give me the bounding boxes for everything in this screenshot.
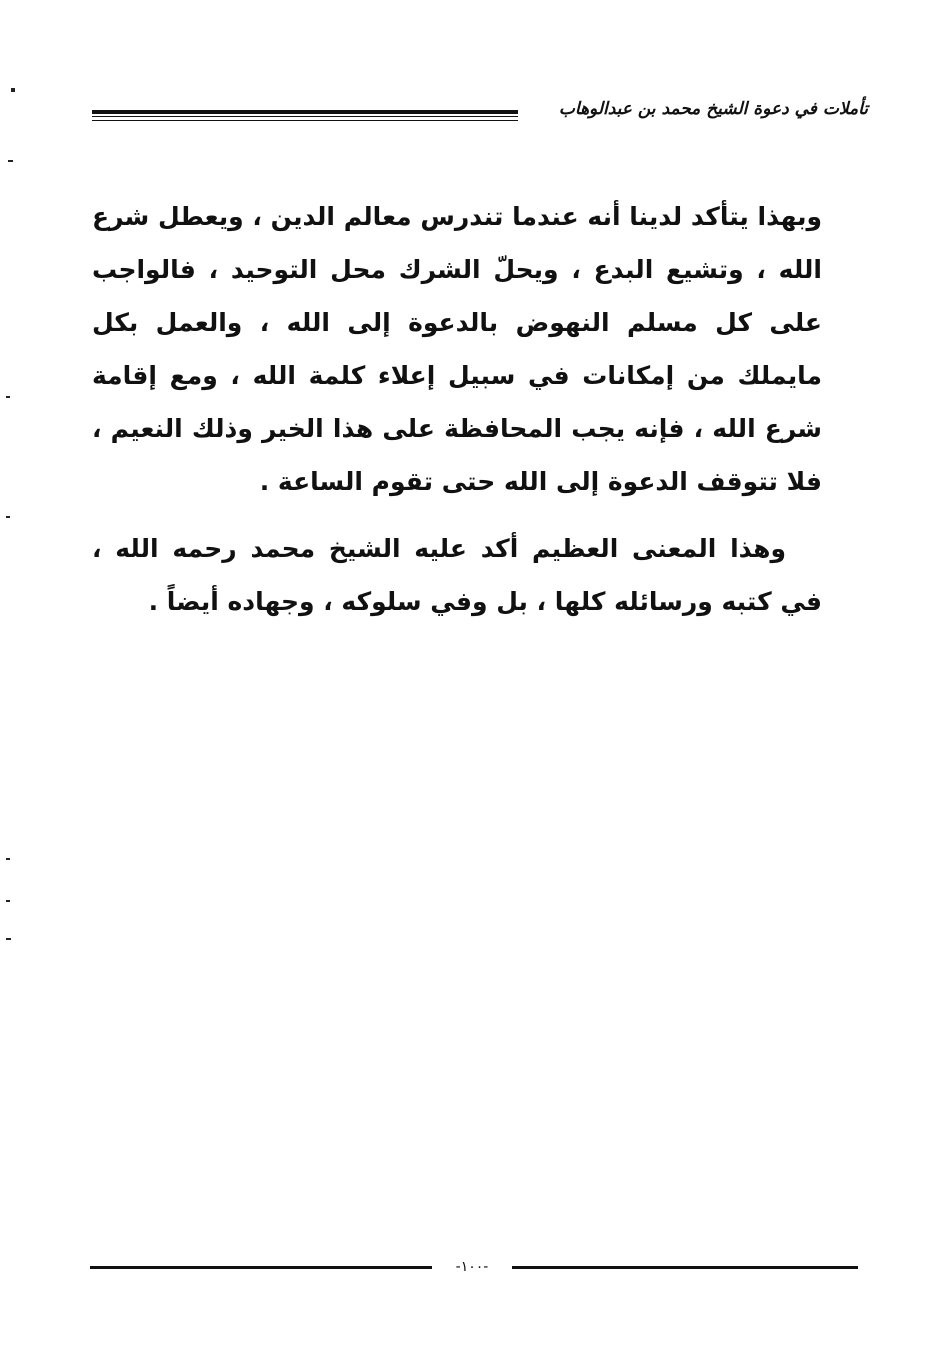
scan-speck	[8, 160, 13, 162]
paragraph-1: وبهذا يتأكد لدينا أنه عندما تندرس معالم الدين ، ويعطل شرع الله ، وتشيع البدع ، ويحلّ الشرك محل التوحيد ، فالواجب على كل مسلم النهوض بالدعوة إلى الله ، والعمل بكل مايملك من إمكانات في سبيل إعلاء كلمة الله ، ومع إقامة شرع الله ، فإنه يجب المحافظة على هذا الخير وذلك النعيم ، فلا تتوقف الدعوة إلى الله حتى تقوم الساعة .	[92, 202, 822, 496]
running-title: تأملات في دعوة الشيخ محمد بن عبدالوهاب	[558, 99, 868, 119]
body-text	[92, 190, 822, 628]
page-number: -١٠٠-	[455, 1259, 489, 1275]
page-footer	[90, 1256, 858, 1280]
scan-speck	[6, 516, 10, 518]
footer-rule-left	[90, 1266, 432, 1269]
scan-speck	[6, 900, 10, 902]
header-rule	[92, 110, 518, 121]
scan-speck	[6, 396, 10, 398]
scan-speck	[6, 858, 10, 860]
page-header	[92, 96, 868, 126]
paragraph-2: وهذا المعنى العظيم أكد عليه الشيخ محمد رحمه الله ، في كتبه ورسائله كلها ، بل وفي سلوكه ، وجهاده أيضاً .	[92, 534, 822, 616]
scan-speck	[11, 88, 15, 92]
footer-rule-right	[512, 1266, 858, 1269]
scan-speck	[6, 938, 11, 940]
